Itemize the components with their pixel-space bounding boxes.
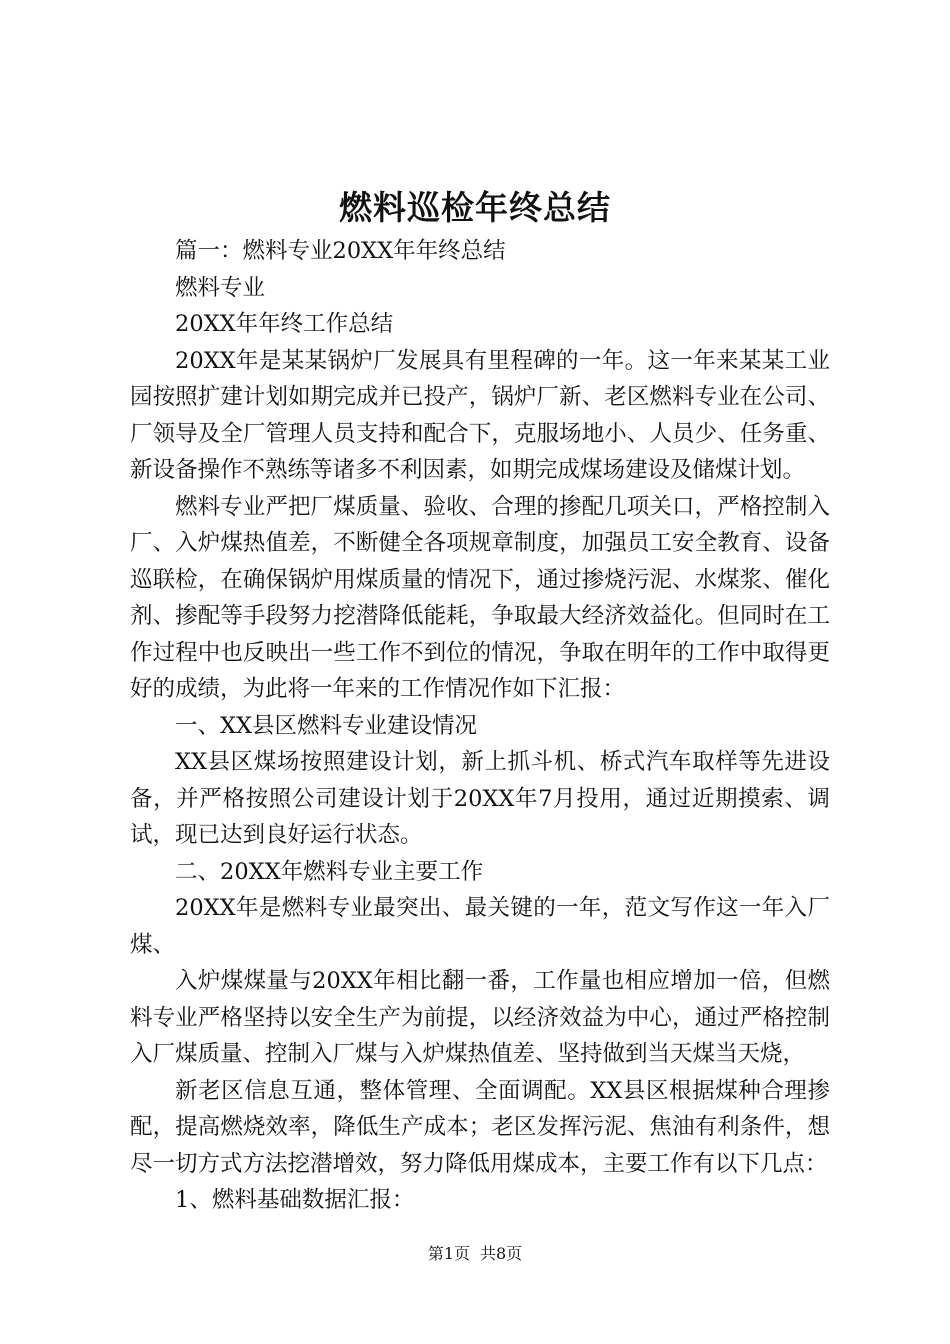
page-total: 共8页: [480, 1244, 523, 1263]
paragraph-department: 燃料专业: [175, 274, 266, 301]
paragraph-management: 新老区信息互通，整体管理、全面调配。XX县区根据煤种合理掺配，提高燃烧效率，降低生产成本；老区发挥污泥、焦油有利条件，想尽一切方式方法挖潜增效，努力降低用煤成本，主要工作有以下几点：: [130, 1077, 830, 1177]
paragraph-coal-volume: 入炉煤煤量与20XX年相比翻一番，工作量也相应增加一倍，但燃料专业严格坚持以安全生产为前提，以经济效益为中心，通过严格控制入厂煤质量、控制入厂煤与入炉煤热值差、坚持做到当天煤当天烧，: [130, 968, 830, 1067]
paragraph-article-heading: 篇一：燃料专业20XX年年终总结: [175, 238, 506, 264]
paragraph-overview: 燃料专业严把厂煤质量、验收、合理的掺配几项关口，严格控制入厂、入炉煤热值差，不断健全各项规章制度，加强员工安全教育、设备巡联检，在确保锅炉用煤质量的情况下，通过掺烧污泥、水煤浆、催化剂、掺配等手段努力挖潜降低能耗，争取最大经济效益化。但同时在工作过程中也反映出一些工作不到位的情况，争取在明年的工作中取得更好的成绩，为此将一年来的工作情况作如下汇报：: [130, 493, 830, 702]
section-heading-1: 一、XX县区燃料专业建设情况: [175, 712, 478, 739]
page-number: 第1页: [427, 1244, 470, 1263]
paragraph-intro: 20XX年是某某锅炉厂发展具有里程碑的一年。这一年来某某工业园按照扩建计划如期完成并已投产，锅炉厂新、老区燃料专业在公司、厂领导及全厂管理人员支持和配合下，克服场地小、人员少、任务重、新设备操作不熟练等诸多不利因素，如期完成煤场建设及储煤计划。: [130, 347, 830, 483]
page-footer: [0, 1243, 950, 1265]
document-title: 燃料巡检年终总结: [339, 188, 611, 227]
paragraph-report-title: 20XX年年终工作总结: [175, 311, 394, 337]
section-heading-2: 二、20XX年燃料专业主要工作: [175, 858, 484, 885]
paragraph-key-year: 20XX年是燃料专业最突出、最关键的一年，范文写作这一年入厂煤、: [130, 895, 830, 958]
subsection-heading-1: 1、燃料基础数据汇报：: [175, 1187, 415, 1213]
document-body: [130, 233, 830, 1219]
paragraph-construction: XX县区煤场按照建设计划，新上抓斗机、桥式汽车取样等先进设备，并严格按照公司建设计划于20XX年7月投用，通过近期摸索、调试，现已达到良好运行状态。: [130, 749, 830, 848]
